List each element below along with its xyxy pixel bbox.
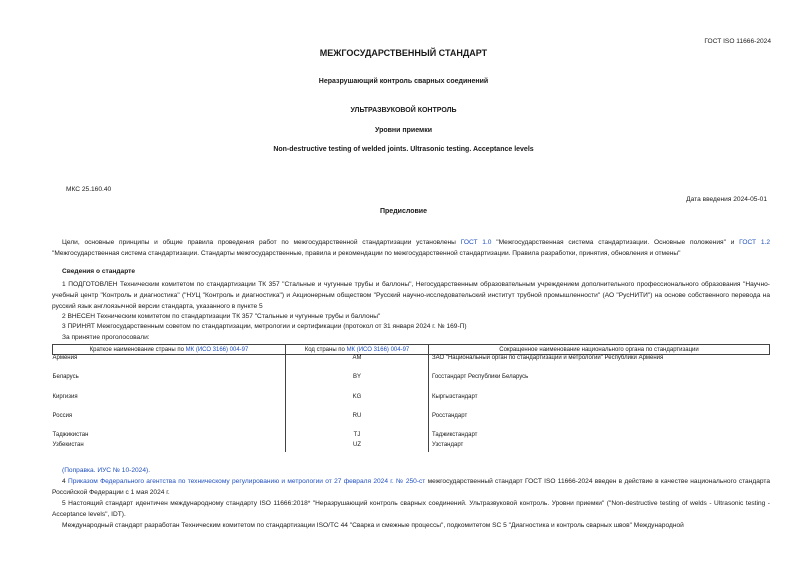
subsubtitle-ru: Уровни приемки (374, 127, 432, 134)
item-2: 2 ВНЕСЕН Техническим комитетом по стандартизации ТК 357 "Стальные и чугунные трубы и баллоны" (62, 313, 381, 320)
mks-code: МКС 25.160.40 (66, 186, 112, 193)
gost-1-2-link[interactable]: ГОСТ 1.2 (739, 239, 770, 246)
table-row: Узбекистан UZ Узстандарт (53, 442, 770, 452)
item-3: 3 ПРИНЯТ Межгосударственным советом по стандартизации, метрологии и сертификации (протокол от 31 января 2024 г. № 169-П) (62, 323, 467, 330)
mk-iso-link[interactable]: МК (ИСО 3166) 004-97 (346, 346, 410, 353)
date-intro: Дата введения 2024-05-01 (686, 196, 767, 203)
col-country-header: Краткое наименование страны по МК (ИСО 3166) 004-97 (53, 345, 286, 355)
col-body-header: Сокращенное наименование национального органа по стандартизации (429, 345, 770, 355)
table-row: Армения AM ЗАО "Национальный орган по стандартизации и метрологии" Республики Армения (53, 355, 770, 374)
col-code-header: Код страны по МК (ИСО 3166) 004-97 (286, 345, 429, 355)
amendment-link[interactable]: (Поправка. ИУС № 10-2024). (62, 467, 151, 474)
info-heading: Сведения о стандарте (62, 268, 136, 275)
table-row: Киргизия KG Кыргызстандарт (53, 394, 770, 413)
title-ru: Неразрушающий контроль сварных соединений (318, 78, 489, 85)
item-5: 5 Настоящий стандарт идентичен международному стандарту ISO 11666:2018* "Неразрушающий контроль сварных соединений. Ультразвуковой контроль. Уровни приемки" ("Non-destructive testing of welds - Ultrasonic testing - Acceptance levels", IDT). (52, 500, 770, 518)
preface-intro: Цели, основные принципы и общие правила проведения работ по межгосударственной стандартизации установлены ГОСТ 1.0 "Межгосударственная система стандартизации. Основные положения" и ГОСТ 1.2 "Межгосударственная система стандартизации. Стандарты межгосударственные, правила и рекомендации по межгосударственной стандартизации. Правила разработки, принятия, обновления и отмены" (52, 239, 770, 257)
order-link[interactable]: Приказом Федерального агентства по техническому регулированию и метрологии от 27 февраля 2024 г. № 250-ст (67, 478, 426, 485)
amendment-line (52, 465, 770, 476)
table-row: Россия RU Росстандарт (53, 413, 770, 432)
doc-code: ГОСТ ISO 11666-2024 (704, 38, 771, 45)
standard-type: МЕЖГОСУДАРСТВЕННЫЙ СТАНДАРТ (319, 48, 488, 58)
item-1: 1 ПОДГОТОВЛЕН Техническим комитетом по стандартизации ТК 357 "Стальные и чугунные трубы и баллоны", Негосударственным образовательным учреждением дополнительного профессионального образования "Научно-учебный центр "Контроль и диагностика" ("НУЦ "Контроль и диагностика") и Акционерным обществом "Русский научно-исследовательский институт трубной промышленности" (АО "РусНИТИ") на основе собственного перевода на русский язык англоязычной версии стандарта, указанного в пункте 5 (52, 281, 770, 310)
table-header-row (53, 345, 770, 355)
item-4: 4 Приказом Федерального агентства по техническому регулированию и метрологии от 27 февраля 2024 г. № 250-ст межгосударственный стандарт ГОСТ ISO 11666-2024 введен в действие в качестве национального стандарта Российской Федерации с 1 мая 2024 г. (52, 478, 771, 496)
preface-heading: Предисловие (380, 208, 427, 215)
countries-table (52, 344, 770, 452)
item-6: Международный стандарт разработан Техническим комитетом по стандартизации ISO/TC 44 "Сварка и смежные процессы", подкомитетом SC 5 "Диагностика и контроль сварных швов" Международной (62, 522, 684, 529)
subtitle-ru: УЛЬТРАЗВУКОВОЙ КОНТРОЛЬ (350, 107, 457, 114)
table-row: Таджикистан TJ Таджикстандарт (53, 432, 770, 442)
title-en: Non-destructive testing of welded joints. Ultrasonic testing. Acceptance levels (273, 146, 534, 153)
gost-1-0-link[interactable]: ГОСТ 1.0 (460, 239, 492, 246)
voted-label: За принятие проголосовали: (62, 334, 150, 341)
table-row: Беларусь BY Госстандарт Республики Беларусь (53, 374, 770, 394)
mk-iso-link[interactable]: МК (ИСО 3166) 004-97 (185, 346, 249, 353)
